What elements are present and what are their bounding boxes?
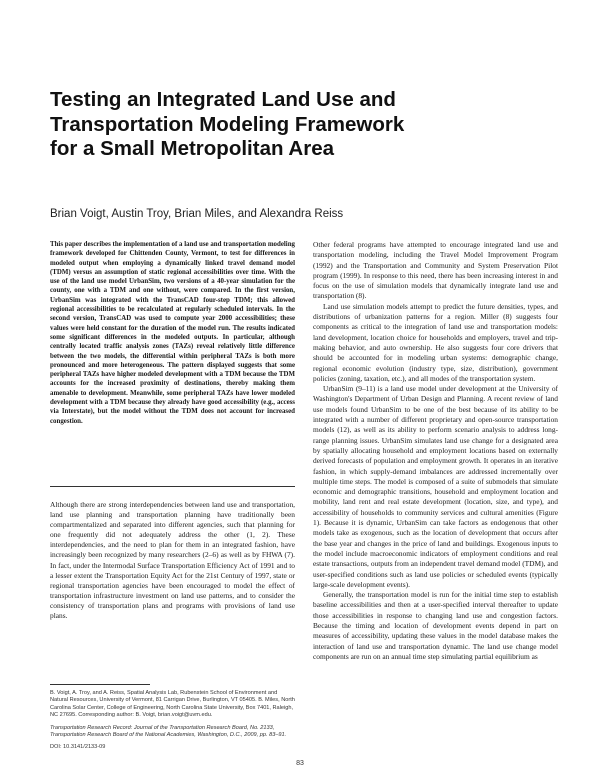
- title-line: for a Small Metropolitan Area: [50, 137, 335, 160]
- body-paragraph: Although there are strong interdependencies between land use and transportation, land use planning and transportation planning have traditionally been compartmentalized and separated into different agencies, such that planning for one frequently did not adequately address the other (1, 2). These interdependencies, and the need to plan for them in an integrated fashion, have increasingly been recognized by many researchers (2–6) as well as by FHWA (7). In fact, under the Intermodal Surface Transportation Efficiency Act of 1991 and to a lesser extent the Transportation Equity Act for the 21st Century of 1997, state or regional transportation agencies have been encouraged to model the effect of transportation infrastructure investment on land use patterns, and to consider the consistency of transportation plans and programs with provisions of land use plans.: [50, 500, 295, 621]
- footnote-divider: [50, 684, 150, 685]
- footnote-doi: DOI: 10.3141/2133-09: [50, 744, 106, 751]
- abstract-divider: [50, 486, 295, 487]
- body-paragraph: Generally, the transportation model is run for the initial time step to establish baseline accessibilities and then at a user-specified interval thereafter to update those accessibilities in response to changing land use and congestion factors. Because the timing and location of development events depend in part on measures of accessibility, updating these values in the model database makes the interaction of land use and transportation dynamic. The land use change model components are run on an annual time step simulating partial equilibrium as: [313, 590, 558, 661]
- footnote-affiliation: B. Voigt, A. Troy, and A. Reiss, Spatial Analysis Lab, Rubenstein School of Environment and Natural Resources, University of Vermont, 81 Carrigan Drive, Burlington, VT 05405. B. Miles, North Carolina Solar Center, College of Engineering, North Carolina State University, Box 7401, Raleigh, NC 27695. Corresponding author: B. Voigt, brian.voigt@uvm.edu.: [50, 690, 295, 719]
- author-list: Brian Voigt, Austin Troy, Brian Miles, and Alexandra Reiss: [50, 208, 344, 220]
- body-paragraph: Land use simulation models attempt to predict the future densities, types, and distributions of urbanization patterns for a region. Miller (8) suggests four components as critical to the integration of land use and transportation models: land development, location choice for households and employers, travel and trip-making behavior, and auto ownership. He also suggests four core drivers that should be accounted for in modeling urban systems: demographic change, regional economic evolution (industry type, size, distribution), government policies (zoning, taxation, etc.), and all modes of the transportation system.: [313, 301, 558, 383]
- body-paragraph: UrbanSim (9–11) is a land use model under development at the University of Washington's Department of Urban Design and Planning. A recent review of land use models found UrbanSim to be one of the best because of its ability to be integrated with a number of different proprietary and open-source transportation models (12), as well as its ability to perform scenario analysis to address long-range planning issues. UrbanSim simulates land use change for a designated area by spatially allocating household and employment locations based on externally derived forecasts of population and employment growth. It operates in an iterative fashion, in which supply-demand imbalances are addressed incrementally over multiple time steps. The model is composed of a suite of submodels that simulate economic and demographic transitions, household and employment location and mobility, land rent and real estate development (location, size, and type), and accessibility of households to community services and cultural amenities (Figure 1). Because it is dynamic, UrbanSim can take factors as endogenous that other models take as exogenous, such as the location of development that occurs after the base year and changes in the price of land and buildings. Exogenous inputs to the model include macroeconomic indicators of employment conditions and real estate transactions, outputs from an independent travel demand model (TDM), and user-specified conditions such as land use policies or scheduled events (typically large-scale development events).: [313, 384, 558, 589]
- abstract: This paper describes the implementation of a land use and transportation modeling framework developed for Chittenden County, Vermont, to test for differences in modeled output when employing a dynamically linked travel demand model (TDM) versus an assumption of static regional accessibilities over time. With the use of the land use model UrbanSim, two versions of a 40-year simulation for the county, one with a TDM and one without, were compared. In the first version, UrbanSim was integrated with the TransCAD four-step TDM; this allowed regional accessibilities to be recalculated at regularly scheduled intervals. In the second version, TransCAD was used to compute year 2000 accessibilities; these values were held constant for the duration of the model run. The results indicated some significant differences in the modeled outputs. In particular, although centrally located traffic analysis zones (TAZs) reveal relatively little difference between the two models, the differential within peripheral TAZs is both more pronounced and more heterogeneous. The pattern displayed suggests that some peripheral TAZs have higher modeled development with a TDM because the TDM accounts for the increased proximity of destinations, thereby making them amenable to development. Meanwhile, some peripheral TAZs have lower modeled development with a TDM because they already have good accessibility (e.g., access via Interstate), but the model without the TDM does not account for increased congestion.: [50, 241, 295, 425]
- body-right-column: [313, 240, 558, 662]
- title-line: Testing an Integrated Land Use and: [50, 88, 396, 111]
- body-left-column: [50, 500, 295, 621]
- page-number: 83: [296, 760, 304, 767]
- footnote: [50, 690, 295, 757]
- title-line: Transportation Modeling Framework: [50, 112, 405, 136]
- paper-title: [50, 88, 530, 162]
- body-paragraph: Other federal programs have attempted to encourage integrated land use and transportation modeling, including the Travel Model Improvement Program (1992) and the Transportation and Community and System Preservation Pilot program (1999). In response to this need, there has been increasing interest in and focus on the use of simulation models that dynamically integrate land use and transportation (8).: [313, 240, 558, 301]
- footnote-source: Transportation Research Record: Journal of the Transportation Research Board, No. 2133, Transportation Research Board of the National Academies, Washington, D.C., 2009, pp. 83–91.: [50, 724, 287, 739]
